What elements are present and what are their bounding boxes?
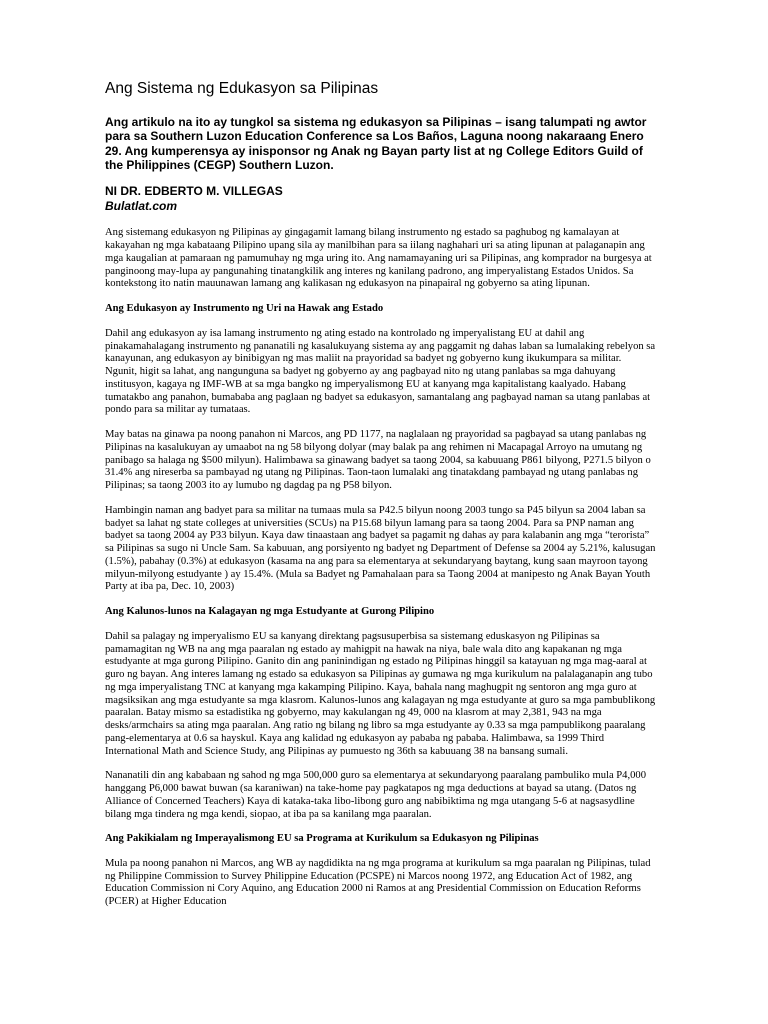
intro-paragraph: Ang sistemang edukasyon ng Pilipinas ay gingagamit lamang bilang instrumento ng estado sa paghubog ng kamalayan at kakayahan ng mga kabataang Pilipino upang sila ay manilbihan para sa iilang naghahari uri sa ating lipunan at palaganapin ang mga kaugalian at pamaraan ng pamumuhay ng mga uring ito. Ang namamayaning uri sa Pilipinas, ang komprador na burgesya at panginoong may-lupa ay pangunahing tinatangkilik ang interes ng kanilang padrono, ang imperyalistang Estados Unidos. Sa kontekstong ito natin mauunawan lamang ang kalikasan ng edukasyon na pinapairal ng gobyerno sa ating lipunan.	[105, 227, 652, 290]
source-name: Bulatlat.com	[105, 198, 178, 213]
author-byline: NI DR. EDBERTO M. VILLEGAS	[105, 184, 283, 199]
section1-paragraph-2: May batas na ginawa pa noong panahon ni Marcos, ang PD 1177, na naglalaan ng prayoridad sa pagbayad sa utang panlabas ng Pilipinas na kasalukuyan ay umaabot na ng 58 bilyong dolyar (may balak pa ang rehimen ni Macapagal Arroyo na umutang ng panibago sa halaga ng $500 milyun). Halimbawa sa ginawang badyet sa taong 2004, sa kabuuang P861 bilyong, P271.5 bilyon o 31.4% ang nireserba sa pambayad ng utang ng Pilipinas. Taon-taon lumalaki ang tinatakdang pambayad ng utang panlabas ng Pilipinas; sa taong 2003 ito ay lumubo ng dagdag pa ng P58 bilyon.	[105, 429, 651, 492]
section-heading-1: Ang Edukasyon ay Instrumento ng Uri na Hawak ang Estado	[105, 303, 384, 315]
section1-paragraph-3: Hambingin naman ang badyet para sa militar na tumaas mula sa P42.5 bilyun noong 2003 tungo sa P45 bilyun sa 2004 laban sa badyet sa lahat ng state colleges at universities (SCUs) na P15.68 bilyun lamang para sa taong 2004. Para sa PNP naman ang badyet sa taong 2004 ay P33 bilyun. Kaya daw tinaastaan ang badyet sa pagamit ng dahas ay para kalabanin ang mga “terorista” sa Pilipinas sa sugo ni Uncle Sam. Sa kabuuan, ang porsiyento ng badyet ng Department of Defense sa 2004 ay 5.21%, kalusugan (1.5%), pabahay (0.3%) at edukasyon (kasama na ang para sa elementarya at sekundaryang baytang, kung saan mayroon tayong milyun-milyong estudyante ) ay 15.4%. (Mula sa Badyet ng Pamahalaan para sa Taong 2004 at manipesto ng Anak Bayan Youth Party at iba pa, Dec. 10, 2003)	[105, 504, 656, 593]
section2-paragraph-2: Nananatili din ang kababaan ng sahod ng mga 500,000 guro sa elementarya at sekundaryong paaralang pambuliko mula P4,000 hanggang P6,000 bawat buwan (sa karaniwan) na take-home pay pagkatapos ng mga deductions at bayad sa utang. (Datos ng Alliance of Concerned Teachers) Kaya di kataka-taka libo-libong guro ang nabibiktima ng mga utangang 5-6 at nagsasydline bilang mga tindera ng mga kendi, siopao, at iba pa sa kanilang mga paaralan.	[105, 770, 647, 820]
section-heading-2: Ang Kalunos-lunos na Kalagayan ng mga Estudyante at Gurong Pilipino	[105, 606, 435, 618]
section1-paragraph-1: Dahil ang edukasyon ay isa lamang instrumento ng ating estado na kontrolado ng imperyalistang EU at dahil ang pinakamahalagang instrumento ng pananatili ng kasalukuyang sistema ay ang paggamit ng dahas laban sa lumalaking rebelyon sa kanayunan, ang edukasyon ay binibigyan ng mas maliit na prayoridad sa badyet ng gobyerno kung ikukumpara sa militar. Ngunit, higit sa lahat, ang nangunguna sa badyet ng gobyerno ay ang pagbayad nito ng utang panlabas sa mga dahuyang institusyon, kagaya ng IMF-WB at sa mga bangko ng imperyalismong EU at kanyang mga kapitalistang kaalyado. Habang tumatakbo ang panahon, bumababa ang paglaan ng badyet sa edukasyon, samantalang ang pagbayad naman sa utang panlabas at pondo para sa militar ay tumataas.	[105, 327, 656, 416]
section2-paragraph-1: Dahil sa palagay ng imperyalismo EU sa kanyang direktang pagsusuperbisa sa sistemang eduskasyon ng Pilipinas sa pamamagitan ng WB na ang mga paaralan ng estado ay mahigpit na hawak na niya, bale wala dito ang kapakanan ng mga estudyante at mga gurong Pilipino. Ganito din ang paninindigan ng estado ng Pilipinas hinggil sa katayuan ng mga mag-aaral at guro ng bayan. Ang interes lamang ng estado sa edukasyon sa Pilipinas ay gumawa ng mga kurikulum na palalaganapin ang tubo ng mga imperyalistang TNC at kanyang mga kakamping Pilipino. Kaya, bahala nang maghugpit ng sentoron ang mga guro at magsiksikan ang mga estudyante sa mga klasrom. Kalunos-lunos ang kalagayan ng mga estudyante at guro sa mga pambublikong paaralan. Batay mismo sa estadistika ng gobyerno, may kakulangan ng 49, 000 na klasrom at may 2,381, 943 na mga desks/armchairs sa ating mga paaralan. Ang ratio ng bilang ng libro sa mga estudyante ay 0.33 sa mga pampublikong paaralang pang-elementarya at 0.6 sa hayskul. Kaya ang kalidad ng edukasyon ay pababa ng pababa. Halimbawa, sa 1999 Third International Math and Science Study, ang Pilipinas ay pumuesto ng 36th sa kabuuang 38 na bansang sumali.	[105, 630, 656, 757]
article-title: Ang Sistema ng Edukasyon sa Pilipinas	[105, 80, 379, 97]
section-heading-3: Ang Pakikialam ng Imperayalismong EU sa Programa at Kurikulum sa Edukasyon ng Pilipinas	[105, 833, 539, 845]
section3-paragraph-1: Mula pa noong panahon ni Marcos, ang WB ay nagdidikta na ng mga programa at kurikulum sa mga paaralan ng Pilipinas, tulad ng Philippine Commission to Survey Philippine Education (PCSPE) ni Marcos noong 1972, ang Education Act of 1982, ang Education Commission ni Cory Aquino, ang Education 2000 ni Ramos at ang Presidential Commission on Education Reforms (PCER) at Higher Education	[105, 857, 651, 908]
article-lead: Ang artikulo na ito ay tungkol sa sistema ng edukasyon sa Pilipinas – isang talumpati ng awtor para sa Southern Luzon Education Conference sa Los Baños, Laguna noong nakaraang Enero 29. Ang kumperensya ay inisponsor ng Anak ng Bayan party list at ng College Editors Guild of the Philippines (CEGP) Southern Luzon.	[105, 114, 647, 173]
